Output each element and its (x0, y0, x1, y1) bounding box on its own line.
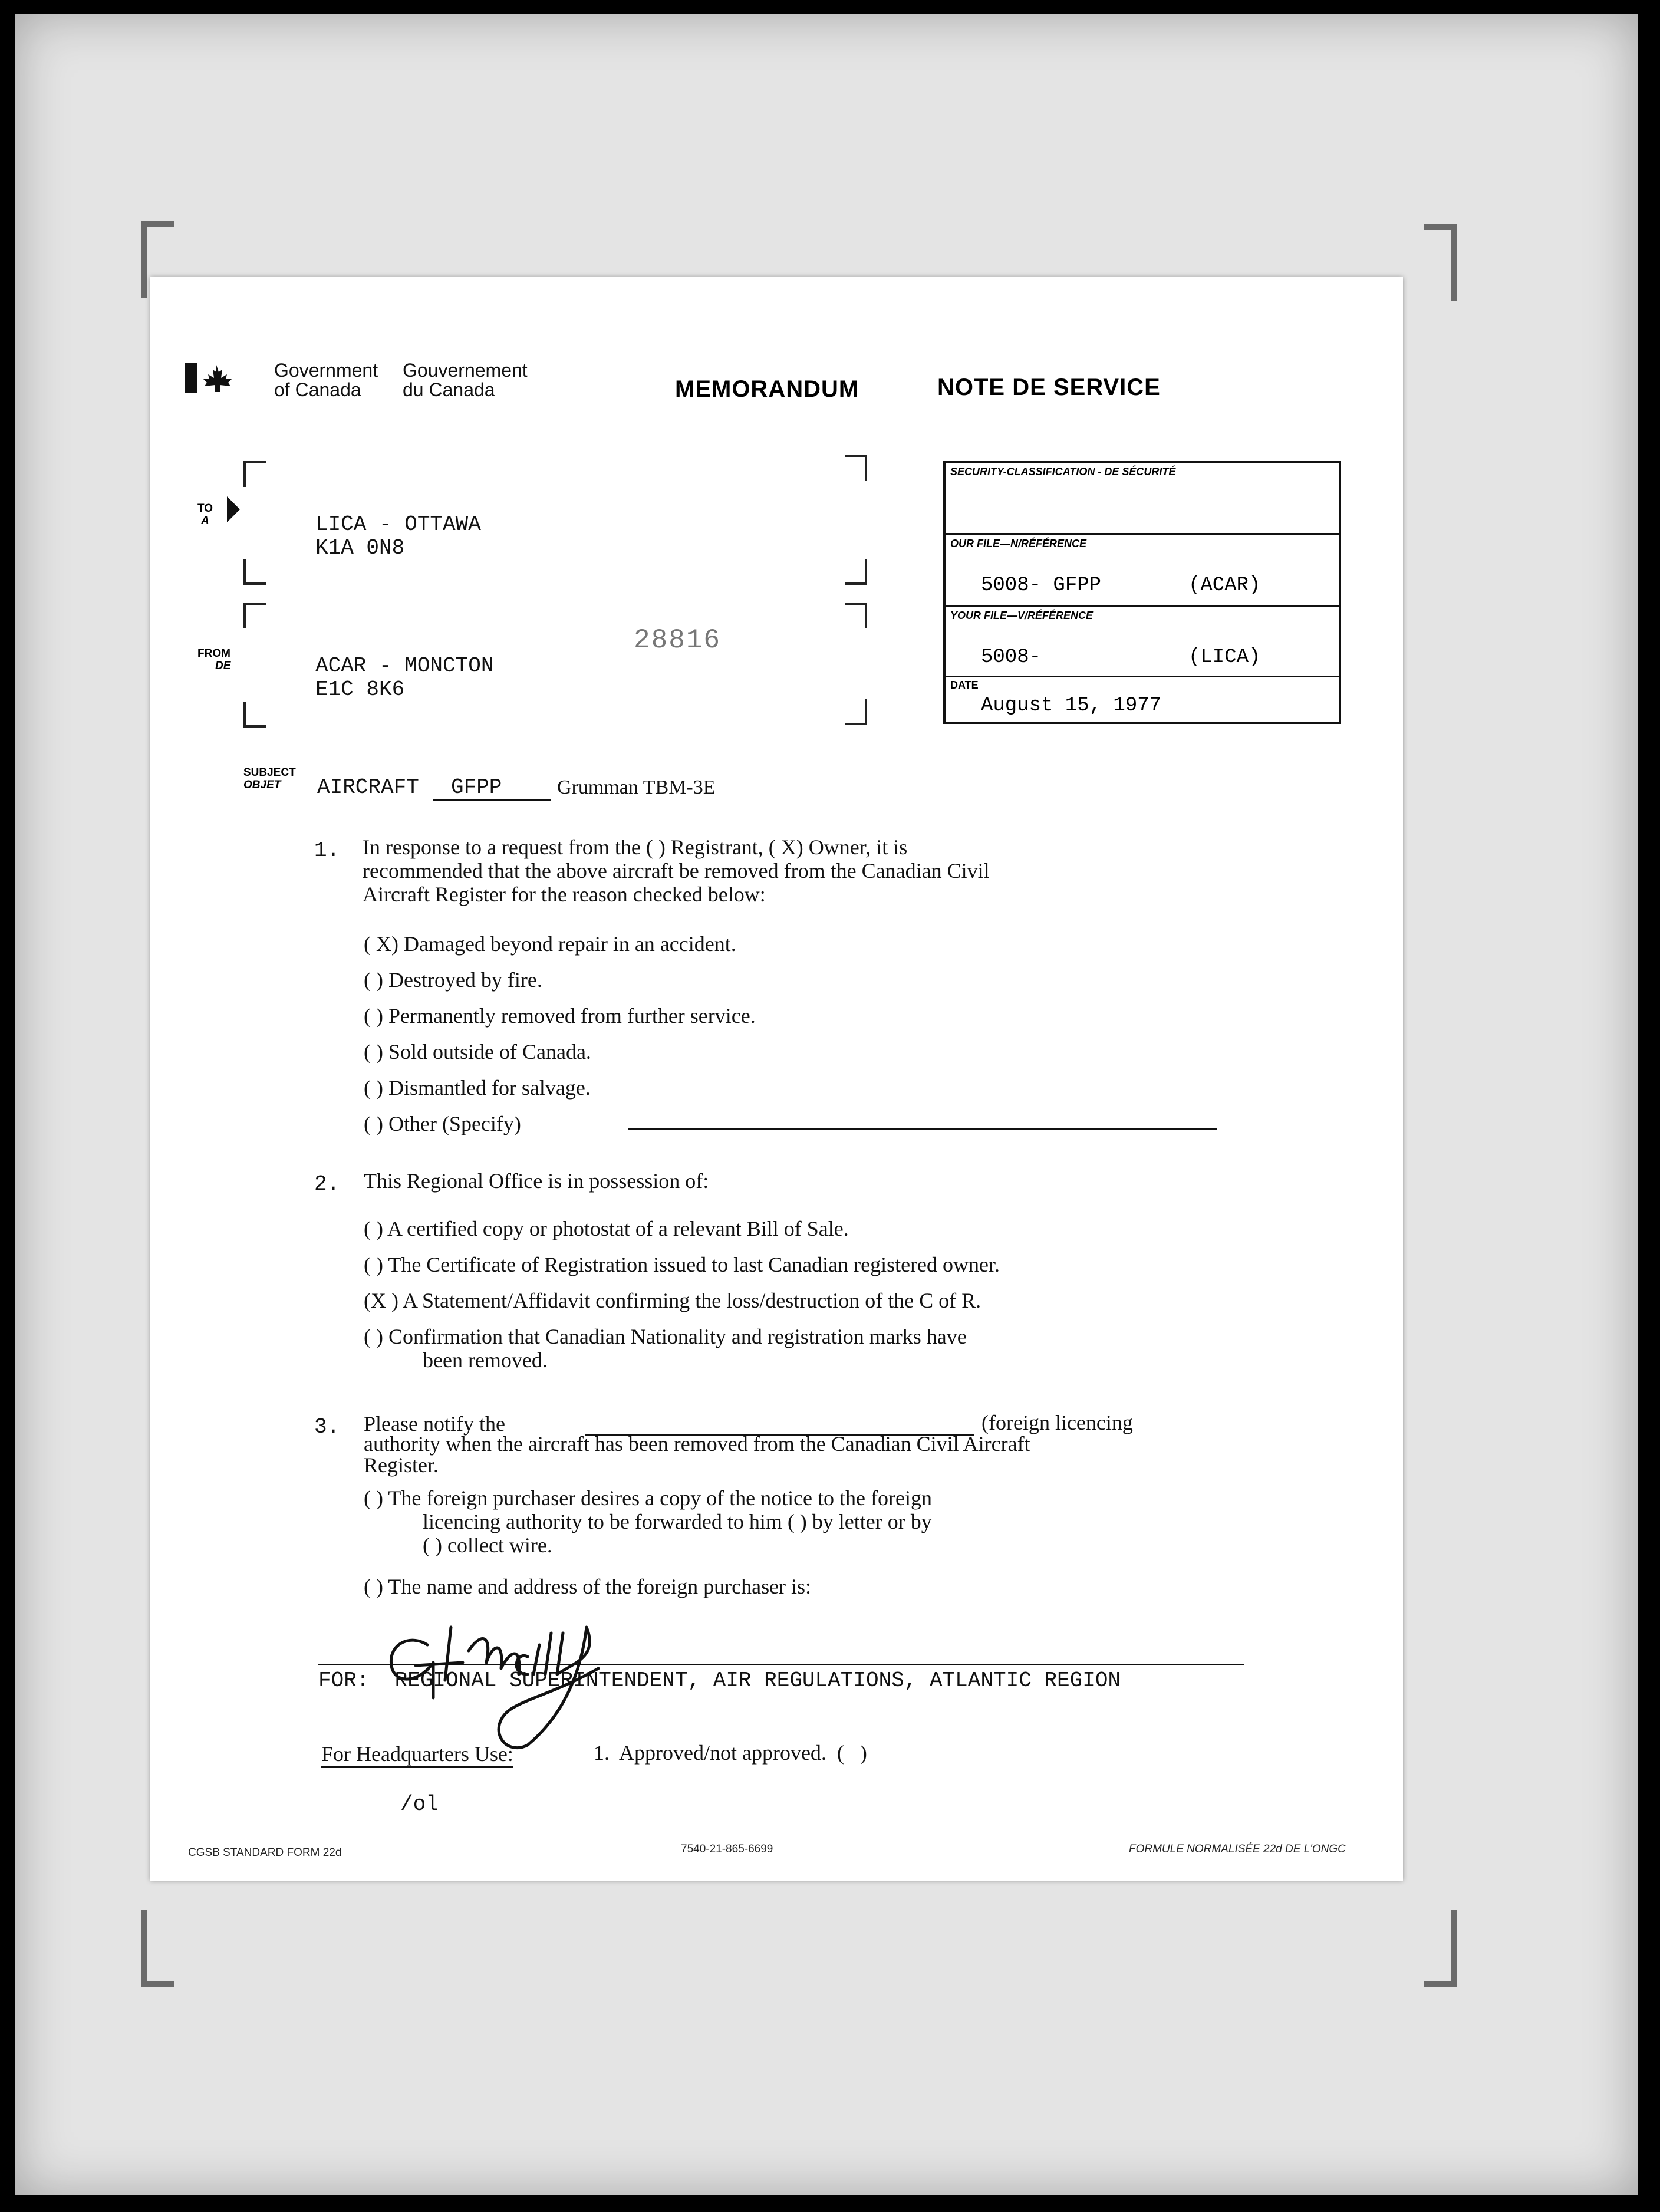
other-specify-line (628, 1128, 1217, 1130)
reason-option-other: ( ) Other (Specify) (364, 1112, 521, 1135)
date-label: DATE (950, 679, 979, 691)
our-file-office: (ACAR) (1188, 574, 1261, 597)
ref-divider-1 (946, 533, 1339, 535)
possession-option-marks-removed-cont: been removed. (423, 1348, 548, 1372)
reason-option-sold-outside: ( ) Sold outside of Canada. (364, 1040, 591, 1064)
section2-number: 2. (314, 1172, 340, 1196)
to-address (315, 513, 481, 560)
crop-mark-bottom-left (141, 1910, 174, 1987)
from-bracket-top-left (243, 603, 266, 628)
to-label-en: TO (197, 502, 213, 515)
possession-option-bill-of-sale: ( ) A certified copy or photostat of a relevant Bill of Sale. (364, 1217, 849, 1240)
security-label-fr: DE SÉCURITÉ (1104, 466, 1176, 478)
reason-option-removed-service: ( ) Permanently removed from further service. (364, 1004, 756, 1028)
reason-option-damaged: ( X) Damaged beyond repair in an accident. (364, 932, 736, 956)
gov-fr-line2: du Canada (403, 379, 495, 400)
ref-divider-3 (946, 676, 1339, 677)
hq-use-label: For Headquarters Use: (321, 1742, 513, 1768)
gov-en-line1: Government (274, 360, 378, 381)
section2-intro: This Regional Office is in possession of: (364, 1169, 709, 1193)
section3-option1-line3: ( ) collect wire. (423, 1533, 552, 1557)
date-value: August 15, 1977 (981, 694, 1162, 717)
to-address-line2: K1A 0N8 (315, 536, 405, 560)
from-label (197, 647, 230, 672)
hq-approval: 1. Approved/not approved. ( ) (594, 1741, 867, 1765)
section3-number: 3. (314, 1415, 340, 1439)
file-stamp-number: 28816 (634, 625, 722, 656)
your-file-office: (LICA) (1188, 646, 1261, 669)
section1-line1: In response to a request from the ( ) Registrant, ( X) Owner, it is (363, 835, 908, 859)
canada-flag-icon (185, 363, 235, 393)
signature-line (318, 1664, 1244, 1665)
to-address-line1: LICA - OTTAWA (315, 512, 481, 536)
to-bracket-bottom-left (243, 559, 266, 585)
reason-option-fire: ( ) Destroyed by fire. (364, 968, 542, 992)
section3-line3: Register. (364, 1453, 439, 1477)
subject-label (243, 766, 296, 791)
security-classification-label: SECURITY-CLASSIFICATION - DE SÉCURITÉ (950, 466, 1176, 478)
section1-line2: recommended that the above aircraft be removed from the Canadian Civil (363, 859, 990, 883)
section3-option1 (364, 1486, 932, 1558)
subject-aircraft-type: Grumman TBM-3E (557, 776, 716, 798)
government-of-canada-en (274, 361, 378, 400)
from-label-fr: DE (215, 660, 231, 672)
from-address-line2: E1C 8K6 (315, 677, 405, 702)
subject-registration: GFPP (433, 776, 551, 801)
section1-line3: Aircraft Register for the reason checked below: (363, 883, 766, 906)
gov-fr-line1: Gouvernement (403, 360, 528, 381)
possession-option-certificate: ( ) The Certificate of Registration issued to last Canadian registered owner. (364, 1253, 1000, 1276)
our-file-value: 5008- GFPP (981, 574, 1102, 597)
section3-line1a: Please notify the (364, 1412, 505, 1436)
section3-line1b: (foreign licencing (981, 1411, 1133, 1434)
footer-form-number: CGSB STANDARD FORM 22d (188, 1846, 342, 1859)
footer-stock-number: 7540-21-865-6699 (681, 1843, 773, 1855)
signature-for-line: FOR: REGIONAL SUPERINTENDENT, AIR REGULATIONS, ATLANTIC REGION (318, 1668, 1121, 1693)
section2-options (364, 1216, 1000, 1372)
section1-options (364, 931, 756, 1147)
section1-number: 1. (314, 838, 340, 863)
section3-option1-line2: licencing authority to be forwarded to him ( ) by letter or by (423, 1510, 932, 1533)
memorandum-title: MEMORANDUM (675, 376, 859, 402)
from-bracket-top-right (845, 603, 867, 628)
section3-option2: ( ) The name and address of the foreign purchaser is: (364, 1575, 812, 1598)
from-address-line1: ACAR - MONCTON (315, 654, 494, 678)
gov-en-line2: of Canada (274, 379, 361, 400)
your-file-value: 5008- (981, 646, 1042, 669)
reason-option-dismantled: ( ) Dismantled for salvage. (364, 1076, 591, 1100)
subject-label-fr: OBJET (243, 779, 281, 791)
from-address (315, 654, 493, 702)
arrow-right-icon (225, 495, 241, 524)
security-label-en: SECURITY-CLASSIFICATION (950, 466, 1095, 478)
typist-initials: /ol (400, 1792, 439, 1816)
subject-prefix: AIRCRAFT (317, 775, 419, 799)
memo-sheet (150, 277, 1403, 1881)
footer-form-number-fr: FORMULE NORMALISÉE 22d DE L'ONGC (1129, 1843, 1346, 1855)
section3-option1-line1: ( ) The foreign purchaser desires a copy of the notice to the foreign (364, 1486, 932, 1510)
possession-option-marks-removed: ( ) Confirmation that Canadian Nationality and registration marks have (364, 1325, 967, 1348)
crop-mark-bottom-right (1424, 1910, 1457, 1987)
section3-line2: authority when the aircraft has been removed from the Canadian Civil Aircraft (364, 1432, 1030, 1456)
to-bracket-top-left (243, 461, 266, 487)
ref-divider-2 (946, 605, 1339, 607)
from-bracket-bottom-left (243, 702, 266, 728)
section1-text (363, 835, 990, 907)
subject-label-en: SUBJECT (243, 766, 296, 779)
to-bracket-top-right (845, 455, 867, 481)
possession-option-affidavit: (X ) A Statement/Affidavit confirming the loss/destruction of the C of R. (364, 1289, 981, 1312)
to-label (197, 502, 213, 527)
note-de-service-title: NOTE DE SERVICE (937, 374, 1161, 400)
our-file-label: OUR FILE—N/RÉFÉRENCE (950, 538, 1087, 549)
your-file-label: YOUR FILE—V/RÉFÉRENCE (950, 610, 1094, 621)
to-bracket-bottom-right (845, 559, 867, 585)
reference-box (943, 461, 1341, 724)
to-label-fr: A (201, 515, 209, 527)
from-bracket-bottom-right (845, 699, 867, 725)
from-label-en: FROM (197, 647, 230, 660)
crop-mark-top-right (1424, 224, 1457, 301)
gouvernement-du-canada-fr (403, 361, 528, 400)
